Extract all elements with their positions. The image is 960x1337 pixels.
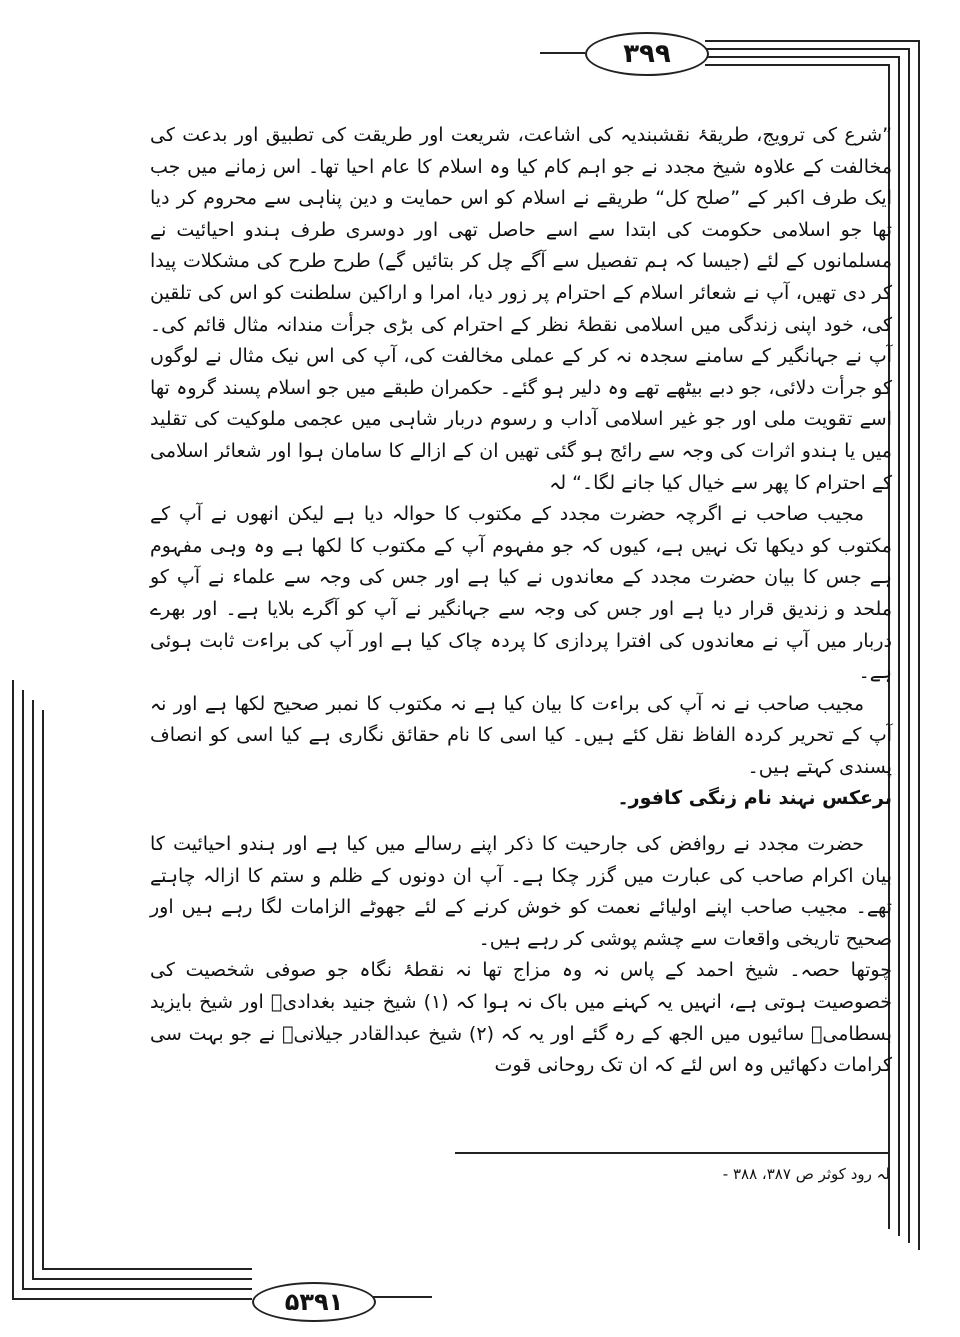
paragraph-fourth-part: چوتھا حصہ۔ شیخ احمد کے پاس نہ وہ مزاج تھا نہ نقطۂ نگاہ جو صوفی شخصیت کی خصوصیت ہوتی ہے، انہیں یہ کہنے میں باک نہ ہوا کہ (۱) شیخ جنید بغدادیؒ اور شیخ بایزید بسطامیؒ سائیوں میں الجھ کے رہ گئے اور یہ کہ (۲) شیخ عبدالقادر جیلانیؒ نے جو بہت سی کرامات دکھائیں وہ اس لئے کہ ان تک روحانی قوت bbox=[150, 959, 892, 1077]
main-text bbox=[150, 120, 892, 1082]
paragraph-mujib-2: مجیب صاحب نے نہ آپ کی براءت کا بیان کیا ہے نہ مکتوب کا نمبر صحیح لکھا ہے اور نہ آپ کے تحریر کردہ الفاظ نقل کئے ہیں۔ کیا اسی کا نام حقائق نگاری ہے کیا اسی کو انصاف پسندی کہتے ہیں۔ bbox=[150, 692, 892, 778]
footnote: لہ رود کوثر ص ۳۸۷، ۳۸۸ - bbox=[722, 1165, 890, 1183]
paragraph-mujaddid: حضرت مجدد نے روافض کی جارحیت کا ذکر اپنے رسالے میں کیا ہے اور ہندو احیائیت کا بیان اکرام صاحب کی عبارت میں گزر چکا ہے۔ آپ ان دونوں کے ظلم و ستم کا ازالہ چاہتے تھے۔ مجیب صاحب اپنے اولیائے نعمت کو خوش کرنے کے لئے جھوٹے الزامات لگا رہے ہیں اور صحیح تاریخی واقعات سے چشم پوشی کر رہے ہیں۔ bbox=[150, 833, 892, 950]
paragraph-mujib-1: مجیب صاحب نے اگرچہ حضرت مجدد کے مکتوب کا حوالہ دیا ہے لیکن انھوں نے آپ کے مکتوب کو دیکھا تک نہیں ہے، کیوں کہ جو مفہوم آپ کے مکتوب کا لکھا ہے وہ وہی مفہوم ہے جس کا بیان حضرت مجدد کے معاندوں نے کیا ہے اور جس کی وجہ سے علماء نے آپ کو ملحد و زندیق قرار دیا ہے اور جس کی وجہ سے جہانگیر نے آپ کو آگرے بلایا ہے۔ اور بھرے دربار میں آپ نے معاندوں کی افترا پردازی کا پردہ چاک کیا ہے اور آپ کی براءت ثابت ہوئی ہے۔ bbox=[150, 503, 892, 684]
page-number-top: ۳۹۹ bbox=[585, 32, 709, 76]
page-number-bottom: ۵۳۹۱ bbox=[252, 1282, 376, 1322]
paragraph-proverb: برعکس نہند نام زنگی کافور۔ bbox=[617, 787, 892, 810]
footnote-divider bbox=[455, 1152, 890, 1154]
paragraph-quote: ”شرع کی ترویج، طریقۂ نقشبندیہ کی اشاعت، شریعت اور طریقت کی تطبیق اور بدعت کی مخالفت کے علاوہ شیخ مجدد نے جو اہم کام کیا وہ اسلام کا عام احیا تھا۔ اس زمانے میں جب ایک طرف اکبر کے ”صلح کل“ طریقے نے اسلام کو اس حمایت و دین پناہی سے محروم کر دیا تھا جو اسلامی حکومت کی ابتدا سے اسے حاصل تھی اور دوسری طرف ہندو احیائیت نے مسلمانوں کے لئے (جیسا کہ ہم تفصیل سے آگے چل کر بتائیں گے) طرح طرح کی مشکلات پیدا کر دی تھیں، آپ نے شعائر اسلام کے احترام پر زور دیا، امرا و اراکین سلطنت کو اس کی تلقین کی، خود اپنی زندگی میں اسلامی نقطۂ نظر کے احترام کی بڑی جرأت مندانہ مثال قائم کی۔ آپ نے جہانگیر کے سامنے سجدہ نہ کر کے عملی مخالفت کی، آپ کی اس نیک مثال نے لوگوں کو جرأت دلائی، جو دبے بیٹھے تھے وہ دلیر ہو گئے۔ حکمران طبقے میں جو اسلام پسند گروہ تھا اسے تقویت ملی اور جو غیر اسلامی آداب و رسوم دربار شاہی میں عجمی ملوکیت کی تقلید میں یا ہندو اثرات کی وجہ سے رائج ہو گئی تھیں ان کے ازالے کا سامان ہوا اور شعائر اسلامی کے احترام کا پھر سے خیال کیا جانے لگا۔“ لہ bbox=[150, 124, 892, 494]
